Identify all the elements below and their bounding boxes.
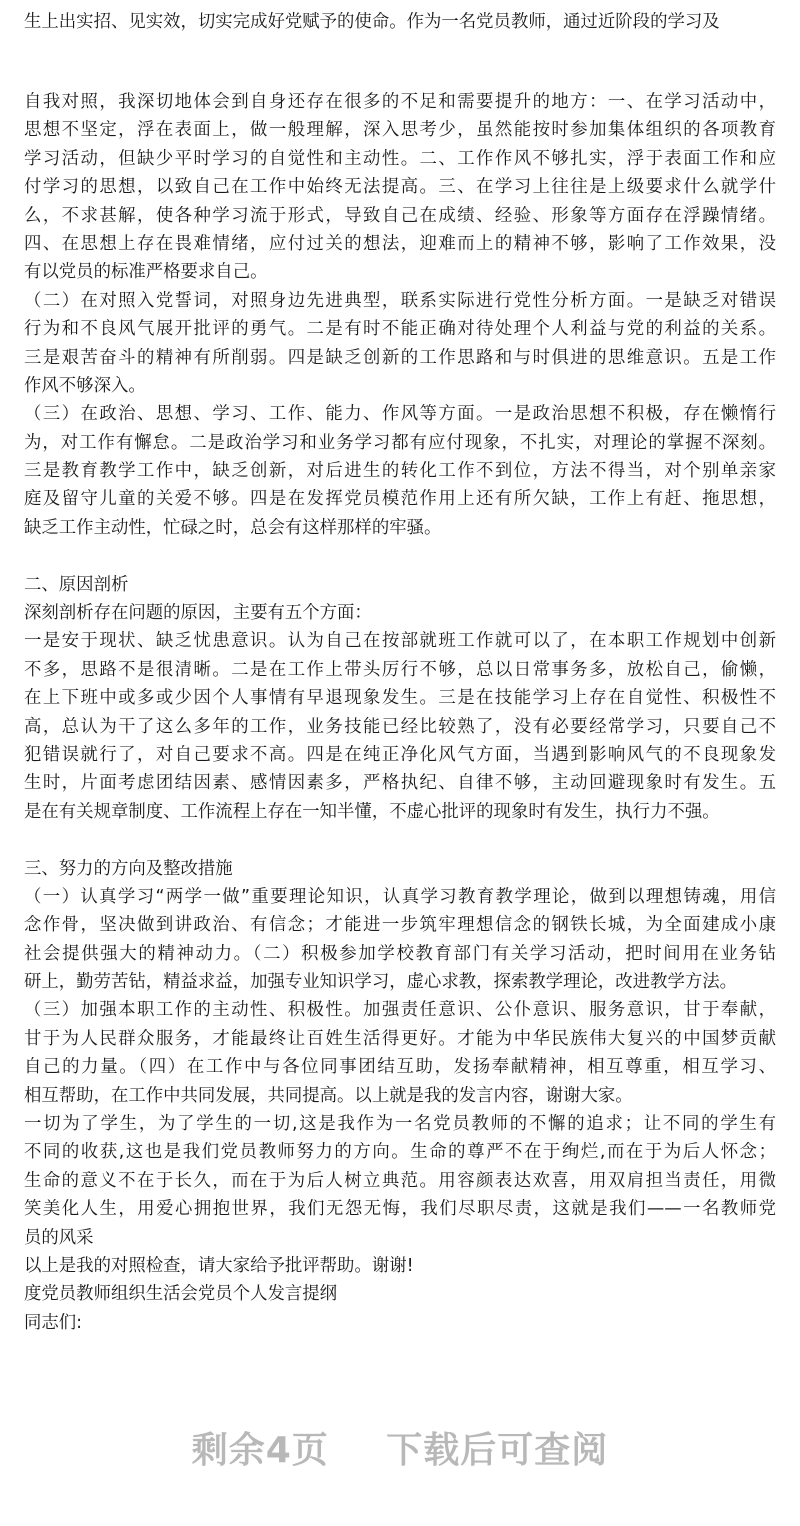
text-line: 生命的意义不在于长久，而在于为后人树立典范。用容颜表达欢喜，用双肩担当责任，用微 [24,1170,776,1191]
text-line: 相互帮助，在工作中共同发展，共同提高。以上就是我的发言内容，谢谢大家。 [24,1085,633,1106]
text-line: 二、原因剖析 [24,574,129,595]
text-line: 作风不够深入。 [24,375,146,396]
blank-line [24,826,776,854]
text-line: （三）在政治、思想、学习、工作、能力、作风等方面。一是政治思想不积极，存在懒惰行 [24,404,776,425]
text-line: 度党员教师组织生活会党员个人发言提纲 [24,1284,338,1305]
text-line: 自己的力量。（四）在工作中与各位同事团结互助，发扬奉献精神，相互尊重，相互学习、 [24,1057,776,1078]
text-line: 为，对工作有懈怠。二是政治学习和业务学习都有应付现象，不扎实，对理论的掌握不深刻。 [24,432,776,453]
paragraph [24,1110,776,1252]
paragraph [24,8,776,36]
remaining-pages-label[interactable]: 剩余4页 [191,1430,329,1471]
text-line: 同志们: [24,1312,83,1333]
paragraph [24,88,776,287]
text-line: 研上，勤劳苦钻，精益求益，加强专业知识学习，虚心求教，探索教学理论，改进教学方法。 [24,972,738,993]
blank-line [24,542,776,570]
download-hint-label[interactable]: 下载后可查阅 [386,1430,609,1471]
text-line: （一）认真学习“两学一做”重要理论知识，认真学习教育教学理论，做到以理想铸魂，用信 [24,886,776,907]
paragraph [24,1309,776,1337]
text-line: 付学习的思想，以致自己在工作中始终无法提高。三、在学习上往往是上级要求什么就学什 [24,177,776,198]
download-prompt[interactable] [0,1422,800,1473]
text-line: 学习活动，但缺少平时学习的自觉性和主动性。二、工作作风不够扎实，浮于表面工作和应 [24,148,776,169]
text-line: 生上出实招、见实效，切实完成好党赋予的使命。作为一名党员教师，通过近阶段的学习及 [24,12,720,32]
paragraph [24,599,776,627]
text-line: 念作骨，坚决做到讲政治、有信念；才能进一步筑牢理想信念的钢铁长城，为全面建成小康 [24,915,776,936]
text-line: 高，总认为干了这么多年的工作，业务技能已经比较熟了，没有必要经常学习，只要自己不 [24,716,776,737]
paragraph [24,855,776,883]
text-line: 是在有关规章制度、工作流程上存在一知半懂，不虚心批评的现象时有发生，执行力不强。 [24,801,720,822]
text-line: 么，不求甚解，使各种学习流于形式，导致自己在成绩、经验、形象等方面存在浮躁情绪。 [24,205,776,226]
text-line: 员的风采 [24,1227,94,1248]
paragraph [24,996,776,1110]
text-line: 社会提供强大的精神动力。（二）积极参加学校教育部门有关学习活动，把时间用在业务钻 [24,943,776,964]
text-line: 三、努力的方向及整改措施 [24,858,233,879]
text-line: 深刻剖析存在问题的原因，主要有五个方面： [24,603,372,624]
paragraph [24,1280,776,1308]
blank-line [24,36,776,88]
paragraph [24,400,776,542]
text-line: 缺乏工作主动性，忙碌之时，总会有这样那样的牢骚。 [24,517,442,538]
paragraph [24,287,776,401]
text-line: 四、在思想上存在畏难情绪，应付过关的想法，迎难而上的精神不够，影响了工作效果，没 [24,233,776,254]
text-line: 在上下班中或多或少因个人事情有早退现象发生。三是在技能学习上存在自觉性、积极性不 [24,688,776,709]
document-body [24,8,776,1337]
paragraph [24,627,776,826]
text-line: 笑美化人生，用爱心拥抱世界，我们无怨无悔，我们尽职尽责，这就是我们——一名教师党 [24,1199,776,1220]
text-line: 行为和不良风气展开批评的勇气。二是有时不能正确对待处理个人利益与党的利益的关系。 [24,319,776,340]
text-line: 三是教育教学工作中，缺乏创新，对后进生的转化工作不到位，方法不得当，对个别单亲家 [24,461,776,482]
text-line: 以上是我的对照检查，请大家给予批评帮助。谢谢! [24,1256,414,1276]
text-line: 一切为了学生，为了学生的一切,这是我作为一名党员教师的不懈的追求；让不同的学生有 [24,1114,776,1135]
text-line: （二）在对照入党誓词，对照身边先进典型，联系实际进行党性分析方面。一是缺乏对错误 [24,290,776,311]
text-line: 犯错误就行了，对自己要求不高。四是在纯正净化风气方面，当遇到影响风气的不良现象发 [24,744,776,765]
text-line: （三）加强本职工作的主动性、积极性。加强责任意识、公仆意识、服务意识，甘于奉献， [24,1000,776,1021]
text-line: 不多，思路不是很清晰。二是在工作上带头厉行不够，总以日常事务多，放松自己，偷懒， [24,659,776,680]
text-line: 三是艰苦奋斗的精神有所削弱。四是缺乏创新的工作思路和与时俱进的思维意识。五是工作 [24,347,776,368]
paragraph [24,883,776,997]
text-line: 思想不坚定，浮在表面上，做一般理解，深入思考少，虽然能按时参加集体组织的各项教育 [24,120,776,141]
paragraph [24,1252,776,1280]
text-line: 不同的收获,这也是我们党员教师努力的方向。生命的尊严不在于绚烂,而在于为后人怀念； [24,1142,776,1163]
text-line: 自我对照，我深切地体会到自身还存在很多的不足和需要提升的地方：一、在学习活动中， [24,91,776,112]
text-line: 甘于为人民群众服务，才能最终让百姓生活得更好。才能为中华民族伟大复兴的中国梦贡献 [24,1028,776,1049]
text-line: 庭及留守儿童的关爱不够。四是在发挥党员模范作用上还有所欠缺，工作上有赶、拖思想， [24,489,776,510]
text-line: 一是安于现状、缺乏忧患意识。认为自己在按部就班工作就可以了，在本职工作规划中创新 [24,631,776,652]
text-line: 生时，片面考虑团结因素、感情因素多，严格执纪、自律不够，主动回避现象时有发生。五 [24,773,776,794]
paragraph [24,571,776,599]
text-line: 有以党员的标准严格要求自己。 [24,262,268,283]
